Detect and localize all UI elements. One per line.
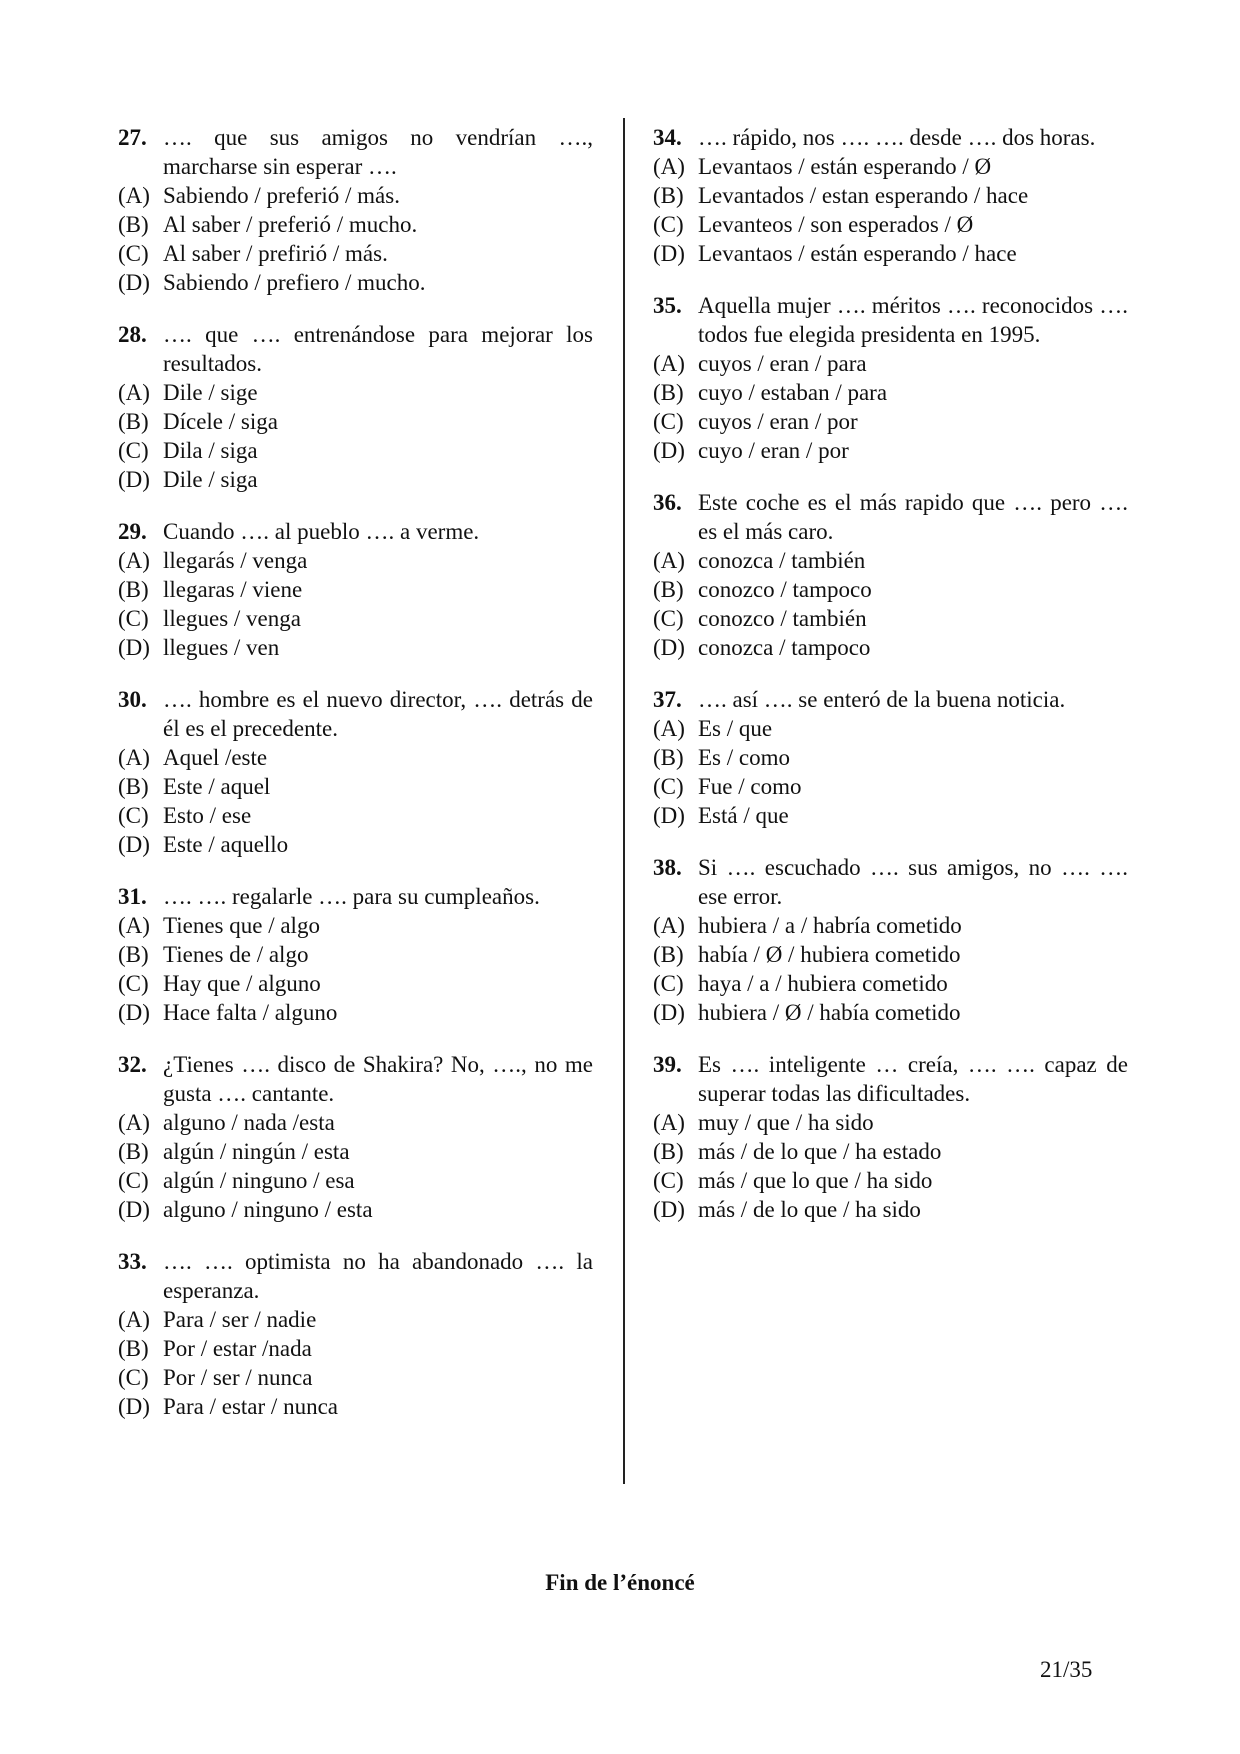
option-text: cuyo / eran / por: [698, 438, 849, 463]
answer-option: [653, 969, 1128, 998]
option-text: Para / ser / nadie: [163, 1307, 317, 1332]
question-line: [653, 685, 1128, 714]
question-text: …. …. regalarle …. para su cumpleaños.: [163, 884, 540, 909]
option-label: (B): [653, 183, 684, 208]
option-text: alguno / ninguno / esta: [163, 1197, 373, 1222]
answer-option: [118, 407, 593, 436]
option-text: Sabiendo / prefiero / mucho.: [163, 270, 426, 295]
answer-option: [118, 801, 593, 830]
question-text: Si …. escuchado …. sus amigos, no …. …. ese error.: [698, 855, 1128, 909]
question-text: Cuando …. al pueblo …. a verme.: [163, 519, 480, 544]
page-number: 21/35: [1040, 1657, 1093, 1682]
question-number: 29.: [118, 519, 147, 544]
option-label: (D): [653, 1000, 685, 1025]
option-label: (C): [653, 1168, 684, 1193]
option-label: (A): [653, 154, 685, 179]
option-text: Está / que: [698, 803, 789, 828]
option-label: (B): [653, 577, 684, 602]
right-column: [653, 123, 1128, 1247]
option-label: (C): [118, 606, 149, 631]
question-block: [118, 1247, 593, 1421]
answer-option: [653, 743, 1128, 772]
option-text: Esto / ese: [163, 803, 252, 828]
answer-option: [118, 1334, 593, 1363]
question-text: …. …. optimista no ha abandonado …. la esperanza.: [163, 1249, 593, 1303]
option-text: llegues / ven: [163, 635, 280, 660]
question-line: [653, 1050, 1128, 1108]
option-text: Dícele / siga: [163, 409, 278, 434]
answer-option: [653, 239, 1128, 268]
answer-option: [118, 575, 593, 604]
question-block: [653, 123, 1128, 268]
option-text: Al saber / preferió / mucho.: [163, 212, 418, 237]
option-label: (C): [118, 438, 149, 463]
question-line: [118, 320, 593, 378]
option-text: conozco / también: [698, 606, 867, 631]
answer-option: [118, 940, 593, 969]
option-text: Para / estar / nunca: [163, 1394, 338, 1419]
question-number: 27.: [118, 125, 147, 150]
question-line: [118, 1050, 593, 1108]
option-text: más / que lo que / ha sido: [698, 1168, 933, 1193]
option-label: (B): [653, 942, 684, 967]
option-label: (D): [653, 635, 685, 660]
answer-option: [118, 604, 593, 633]
answer-option: [118, 465, 593, 494]
answer-option: [653, 911, 1128, 940]
option-text: Fue / como: [698, 774, 802, 799]
question-text: …. hombre es el nuevo director, …. detrás de él es el precedente.: [163, 687, 593, 741]
question-line: [118, 1247, 593, 1305]
option-text: Este / aquello: [163, 832, 289, 857]
option-text: Levantaos / están esperando / hace: [698, 241, 1017, 266]
option-label: (B): [653, 380, 684, 405]
option-label: (A): [653, 1110, 685, 1135]
option-text: hubiera / Ø / había cometido: [698, 1000, 961, 1025]
option-text: llegues / venga: [163, 606, 301, 631]
option-text: Tienes que / algo: [163, 913, 320, 938]
option-label: (D): [118, 635, 150, 660]
option-label: (B): [118, 409, 149, 434]
option-text: Dile / siga: [163, 467, 258, 492]
question-text: ¿Tienes …. disco de Shakira? No, …., no me gusta …. cantante.: [163, 1052, 593, 1106]
option-label: (C): [653, 774, 684, 799]
option-label: (A): [653, 913, 685, 938]
option-text: Hay que / alguno: [163, 971, 321, 996]
option-text: conozco / tampoco: [698, 577, 872, 602]
question-block: [653, 685, 1128, 830]
answer-option: [653, 801, 1128, 830]
option-text: algún / ninguno / esa: [163, 1168, 355, 1193]
question-block: [118, 123, 593, 297]
option-label: (A): [118, 1110, 150, 1135]
option-label: (B): [653, 1139, 684, 1164]
option-label: (D): [653, 803, 685, 828]
answer-option: [653, 772, 1128, 801]
option-label: (B): [118, 212, 149, 237]
question-number: 33.: [118, 1249, 147, 1274]
question-block: [653, 488, 1128, 662]
option-label: (C): [653, 212, 684, 237]
question-block: [118, 320, 593, 494]
answer-option: [653, 940, 1128, 969]
option-text: Por / estar /nada: [163, 1336, 312, 1361]
option-text: Tienes de / algo: [163, 942, 309, 967]
answer-option: [118, 633, 593, 662]
option-label: (B): [118, 1336, 149, 1361]
option-label: (C): [653, 606, 684, 631]
question-number: 38.: [653, 855, 682, 880]
answer-option: [653, 998, 1128, 1027]
option-label: (A): [118, 548, 150, 573]
question-line: [653, 853, 1128, 911]
question-line: [653, 291, 1128, 349]
option-text: Dile / sige: [163, 380, 258, 405]
question-number: 36.: [653, 490, 682, 515]
option-text: llegarás / venga: [163, 548, 308, 573]
answer-option: [118, 911, 593, 940]
option-text: alguno / nada /esta: [163, 1110, 335, 1135]
answer-option: [118, 998, 593, 1027]
answer-option: [118, 1305, 593, 1334]
answer-option: [118, 772, 593, 801]
option-text: conozca / también: [698, 548, 866, 573]
option-text: Aquel /este: [163, 745, 268, 770]
option-label: (C): [118, 241, 149, 266]
option-label: (D): [653, 241, 685, 266]
option-label: (D): [118, 467, 150, 492]
option-label: (A): [118, 745, 150, 770]
option-text: más / de lo que / ha sido: [698, 1197, 921, 1222]
option-label: (B): [118, 942, 149, 967]
question-text: …. que …. entrenándose para mejorar los resultados.: [163, 322, 593, 376]
option-label: (A): [118, 183, 150, 208]
option-label: (A): [118, 1307, 150, 1332]
answer-option: [118, 436, 593, 465]
question-block: [118, 882, 593, 1027]
option-text: algún / ningún / esta: [163, 1139, 350, 1164]
question-line: [118, 685, 593, 743]
answer-option: [653, 1137, 1128, 1166]
question-block: [118, 685, 593, 859]
option-label: (B): [118, 774, 149, 799]
column-divider: [623, 118, 625, 1484]
question-text: …. que sus amigos no vendrían …., marcharse sin esperar ….: [163, 125, 593, 179]
option-text: haya / a / hubiera cometido: [698, 971, 948, 996]
answer-option: [653, 152, 1128, 181]
answer-option: [118, 181, 593, 210]
option-label: (A): [653, 716, 685, 741]
answer-option: [118, 743, 593, 772]
answer-option: [653, 181, 1128, 210]
answer-option: [118, 1195, 593, 1224]
question-number: 35.: [653, 293, 682, 318]
question-block: [118, 1050, 593, 1224]
left-column: [118, 123, 593, 1444]
question-line: [653, 488, 1128, 546]
option-text: cuyos / eran / para: [698, 351, 867, 376]
end-of-statement: Fin de l’énoncé: [545, 1570, 695, 1595]
answer-option: [118, 1363, 593, 1392]
answer-option: [118, 969, 593, 998]
option-label: (C): [118, 971, 149, 996]
answer-option: [118, 1166, 593, 1195]
question-text: Aquella mujer …. méritos …. reconocidos …. todos fue elegida presidenta en 1995.: [698, 293, 1128, 347]
option-label: (A): [118, 380, 150, 405]
answer-option: [118, 239, 593, 268]
option-label: (A): [653, 351, 685, 376]
answer-option: [118, 210, 593, 239]
option-text: Es / como: [698, 745, 790, 770]
option-label: (D): [118, 832, 150, 857]
option-label: (C): [118, 803, 149, 828]
option-text: Levantaos / están esperando / Ø: [698, 154, 992, 179]
answer-option: [653, 1108, 1128, 1137]
option-label: (D): [653, 438, 685, 463]
answer-option: [118, 546, 593, 575]
answer-option: [118, 1137, 593, 1166]
option-label: (D): [118, 270, 150, 295]
question-block: [653, 291, 1128, 465]
option-text: Dila / siga: [163, 438, 258, 463]
answer-option: [653, 546, 1128, 575]
option-text: había / Ø / hubiera cometido: [698, 942, 961, 967]
question-block: [118, 517, 593, 662]
option-label: (B): [653, 745, 684, 770]
answer-option: [118, 378, 593, 407]
answer-option: [653, 714, 1128, 743]
question-text: …. así …. se enteró de la buena noticia.: [698, 687, 1066, 712]
option-text: muy / que / ha sido: [698, 1110, 874, 1135]
answer-option: [118, 1392, 593, 1421]
option-text: cuyos / eran / por: [698, 409, 858, 434]
question-line: [118, 517, 593, 546]
question-number: 28.: [118, 322, 147, 347]
answer-option: [653, 349, 1128, 378]
question-block: [653, 853, 1128, 1027]
question-number: 32.: [118, 1052, 147, 1077]
option-text: Por / ser / nunca: [163, 1365, 313, 1390]
option-text: Hace falta / alguno: [163, 1000, 338, 1025]
question-text: Este coche es el más rapido que …. pero …. es el más caro.: [698, 490, 1128, 544]
answer-option: [653, 378, 1128, 407]
question-line: [118, 123, 593, 181]
answer-option: [653, 575, 1128, 604]
option-label: (C): [653, 409, 684, 434]
question-number: 30.: [118, 687, 147, 712]
option-text: Es / que: [698, 716, 773, 741]
question-text: Es …. inteligente … creía, …. …. capaz de superar todas las dificultades.: [698, 1052, 1128, 1106]
answer-option: [653, 407, 1128, 436]
option-label: (B): [118, 577, 149, 602]
option-text: Levantados / estan esperando / hace: [698, 183, 1029, 208]
answer-option: [118, 268, 593, 297]
answer-option: [653, 633, 1128, 662]
option-text: conozca / tampoco: [698, 635, 871, 660]
option-text: más / de lo que / ha estado: [698, 1139, 942, 1164]
option-label: (C): [118, 1365, 149, 1390]
answer-option: [653, 1195, 1128, 1224]
option-text: Sabiendo / preferió / más.: [163, 183, 400, 208]
option-text: Este / aquel: [163, 774, 271, 799]
option-label: (A): [118, 913, 150, 938]
answer-option: [118, 830, 593, 859]
option-label: (A): [653, 548, 685, 573]
question-number: 39.: [653, 1052, 682, 1077]
option-text: Al saber / prefirió / más.: [163, 241, 388, 266]
option-text: llegaras / viene: [163, 577, 303, 602]
answer-option: [653, 210, 1128, 239]
option-label: (D): [118, 1394, 150, 1419]
option-label: (B): [118, 1139, 149, 1164]
answer-option: [118, 1108, 593, 1137]
question-text: …. rápido, nos …. …. desde …. dos horas.: [698, 125, 1096, 150]
question-number: 37.: [653, 687, 682, 712]
answer-option: [653, 604, 1128, 633]
answer-option: [653, 436, 1128, 465]
question-number: 34.: [653, 125, 682, 150]
option-label: (D): [118, 1197, 150, 1222]
question-line: [118, 882, 593, 911]
option-text: hubiera / a / habría cometido: [698, 913, 962, 938]
option-label: (D): [653, 1197, 685, 1222]
option-text: Levanteos / son esperados / Ø: [698, 212, 974, 237]
option-label: (C): [653, 971, 684, 996]
option-label: (C): [118, 1168, 149, 1193]
option-text: cuyo / estaban / para: [698, 380, 888, 405]
question-number: 31.: [118, 884, 147, 909]
option-label: (D): [118, 1000, 150, 1025]
question-block: [653, 1050, 1128, 1224]
question-line: [653, 123, 1128, 152]
answer-option: [653, 1166, 1128, 1195]
